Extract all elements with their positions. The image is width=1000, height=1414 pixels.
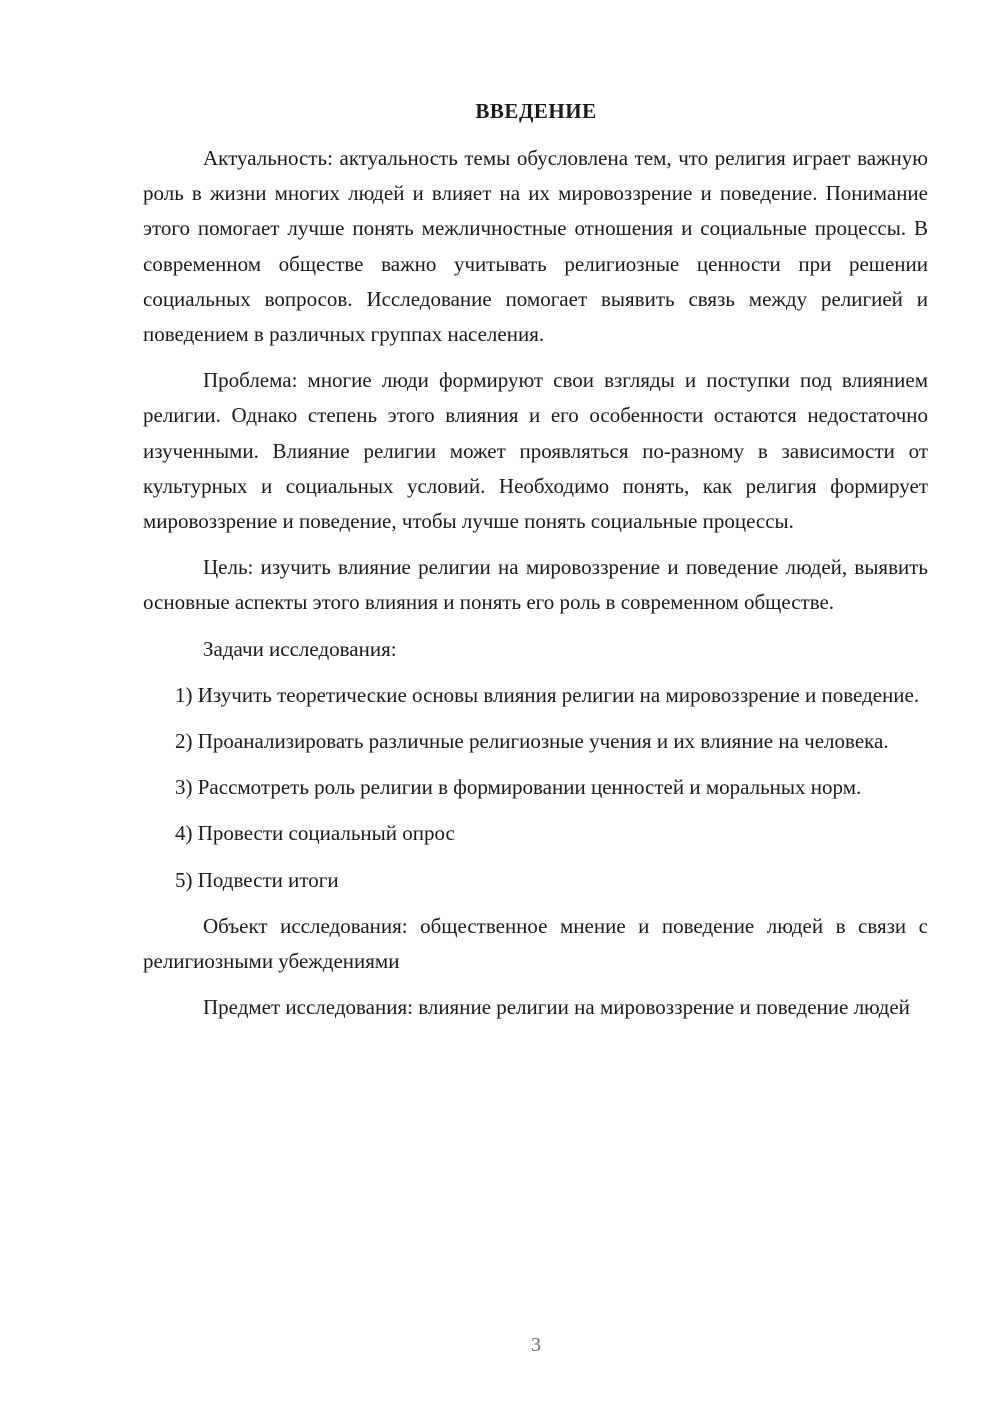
paragraph-goal: Цель: изучить влияние религии на мировоззрение и поведение людей, выявить основные аспекты этого влияния и понять его роль в современном обществе. xyxy=(143,555,928,615)
paragraph-object: Объект исследования: общественное мнение и поведение людей в связи с религиозными убеждениями xyxy=(143,913,928,974)
tasks-heading: Задачи исследования: xyxy=(203,636,397,661)
document-body xyxy=(143,141,928,1036)
paragraph-problem: Проблема: многие люди формируют свои взгляды и поступки под влиянием религии. Однако степень этого влияния и его особенности остаются недостаточно изученными. Влияние религии может проявляться по-разному в зависимости от культурных и социальных условий. Необходимо понять, как религия формирует мировоззрение и поведение, чтобы лучше понять социальные процессы. xyxy=(143,368,928,534)
paragraph-relevance: Актуальность: актуальность темы обусловлена тем, что религия играет важную роль в жизни многих людей и влияет на их мировоззрение и поведение. Понимание этого помогает лучше понять межличностные отношения и социальные процессы. В современном обществе важно учитывать религиозные ценности при решении социальных вопросов. Исследование помогает выявить связь между религией и поведением в различных группах населения. xyxy=(143,146,928,347)
task-item: 1) Изучить теоретические основы влияния религии на мировоззрение и поведение. xyxy=(175,682,920,707)
task-item: 5) Подвести итоги xyxy=(175,867,339,892)
page-title: ВВЕДЕНИЕ xyxy=(475,99,597,123)
task-item: 4) Провести социальный опрос xyxy=(175,821,455,846)
task-item: 2) Проанализировать различные религиозные учения и их влияние на человека. xyxy=(175,729,889,754)
task-item: 3) Рассмотреть роль религии в формировании ценностей и моральных норм. xyxy=(175,775,862,800)
paragraph-subject: Предмет исследования: влияние религии на мировоззрение и поведение людей xyxy=(203,995,910,1020)
page-number: 3 xyxy=(531,1334,541,1356)
